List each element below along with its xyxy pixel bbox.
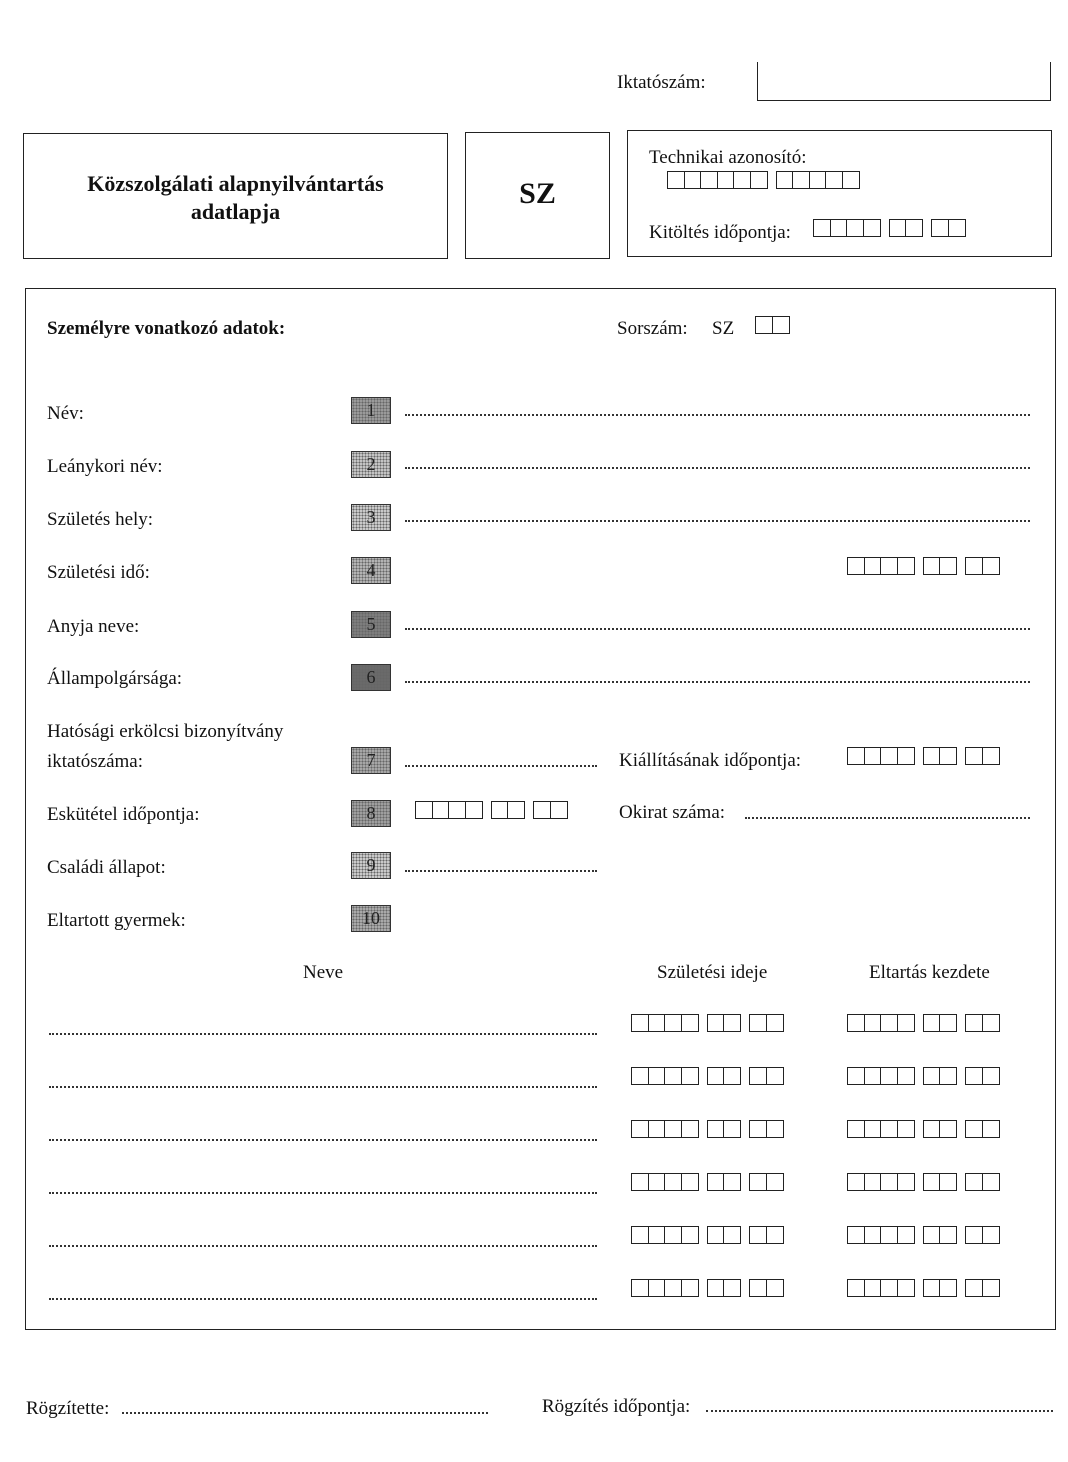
sorszam-prefix: SZ	[712, 318, 735, 339]
iktatoszam-field[interactable]	[757, 62, 1051, 101]
kitoltes-label: Kitöltés időpontja:	[649, 222, 791, 243]
field-number-2: 2	[351, 451, 391, 478]
field-label-szuletes-hely: Születés hely:	[47, 509, 154, 530]
children-col-support: Eltartás kezdete	[869, 962, 990, 983]
children-col-name: Neve	[303, 962, 344, 983]
child-name-input[interactable]	[49, 1245, 597, 1247]
child-support-cells[interactable]	[847, 1120, 1000, 1138]
sorszam-cells[interactable]	[755, 316, 790, 334]
field-label-erkolcsi-line1: Hatósági erkölcsi bizonyítvány	[47, 721, 284, 742]
field-label-csaladi-allapot: Családi állapot:	[47, 857, 166, 878]
child-birth-cells[interactable]	[631, 1226, 784, 1244]
children-col-birth: Születési ideje	[657, 962, 768, 983]
field-label-leanykori-nev: Leánykori név:	[47, 456, 163, 477]
form-code: SZ	[519, 177, 556, 210]
field-number-9: 9	[351, 852, 391, 879]
field-label-anyja-neve: Anyja neve:	[47, 616, 140, 637]
form-code-box	[465, 132, 610, 259]
child-support-cells[interactable]	[847, 1279, 1000, 1297]
form-title-box	[23, 133, 448, 259]
field-label-nev: Név:	[47, 403, 84, 424]
field-number-4: 4	[351, 557, 391, 584]
child-support-cells[interactable]	[847, 1173, 1000, 1191]
field-label-eskutetel: Eskütétel időpontja:	[47, 804, 200, 825]
rogzitette-label: Rögzítette:	[26, 1398, 110, 1419]
field-label-eltartott-gyermek: Eltartott gyermek:	[47, 910, 186, 931]
child-birth-cells[interactable]	[631, 1120, 784, 1138]
child-birth-cells[interactable]	[631, 1067, 784, 1085]
field-input-csaladi-allapot[interactable]	[405, 870, 597, 872]
child-birth-cells[interactable]	[631, 1279, 784, 1297]
technical-id-cells[interactable]	[667, 171, 860, 189]
child-name-input[interactable]	[49, 1086, 597, 1088]
field-input-anyja-neve[interactable]	[405, 628, 1030, 630]
rogzitette-input[interactable]	[122, 1412, 488, 1414]
field-input-allampolgarsag[interactable]	[405, 681, 1030, 683]
rogzites-idopontja-input[interactable]	[706, 1410, 1053, 1412]
field-label-allampolgarsag: Állampolgársága:	[47, 668, 183, 689]
child-name-input[interactable]	[49, 1033, 597, 1035]
rogzites-idopontja-label: Rögzítés időpontja:	[542, 1396, 691, 1417]
child-name-input[interactable]	[49, 1298, 597, 1300]
child-name-input[interactable]	[49, 1139, 597, 1141]
section-title: Személyre vonatkozó adatok:	[47, 318, 286, 339]
field-number-6: 6	[351, 664, 391, 691]
child-support-cells[interactable]	[847, 1014, 1000, 1032]
child-support-cells[interactable]	[847, 1226, 1000, 1244]
child-birth-cells[interactable]	[631, 1173, 784, 1191]
field-number-8: 8	[351, 800, 391, 827]
field-input-leanykori-nev[interactable]	[405, 467, 1030, 469]
field-number-5: 5	[351, 611, 391, 638]
child-support-cells[interactable]	[847, 1067, 1000, 1085]
field-label-szuletesi-ido: Születési idő:	[47, 562, 150, 583]
field-input-erkolcsi-iktatoszam[interactable]	[405, 765, 597, 767]
technikai-azonosito-label: Technikai azonosító:	[649, 147, 807, 168]
field-date-eskutetel[interactable]	[415, 801, 568, 819]
field-input-okirat-szama[interactable]	[745, 817, 1030, 819]
field-label-kiallitas: Kiállításának időpontja:	[619, 750, 802, 771]
iktatoszam-label: Iktatószám:	[617, 72, 706, 93]
sorszam-label: Sorszám:	[617, 318, 688, 339]
child-name-input[interactable]	[49, 1192, 597, 1194]
child-birth-cells[interactable]	[631, 1014, 784, 1032]
field-number-3: 3	[351, 504, 391, 531]
field-number-10: 10	[351, 905, 391, 932]
kitoltes-date-cells[interactable]	[813, 219, 966, 237]
field-input-szuletes-hely[interactable]	[405, 520, 1030, 522]
field-date-szuletesi-ido[interactable]	[847, 557, 1000, 575]
field-date-kiallitas[interactable]	[847, 747, 1000, 765]
form-title-line1: Közszolgálati alapnyilvántartás	[87, 171, 384, 196]
field-number-7: 7	[351, 747, 391, 774]
field-label-erkolcsi-line2: iktatószáma:	[47, 751, 144, 772]
field-label-okirat-szama: Okirat száma:	[619, 802, 726, 823]
field-number-1: 1	[351, 397, 391, 424]
field-input-nev[interactable]	[405, 414, 1030, 416]
form-title-line2: adatlapja	[190, 199, 281, 224]
